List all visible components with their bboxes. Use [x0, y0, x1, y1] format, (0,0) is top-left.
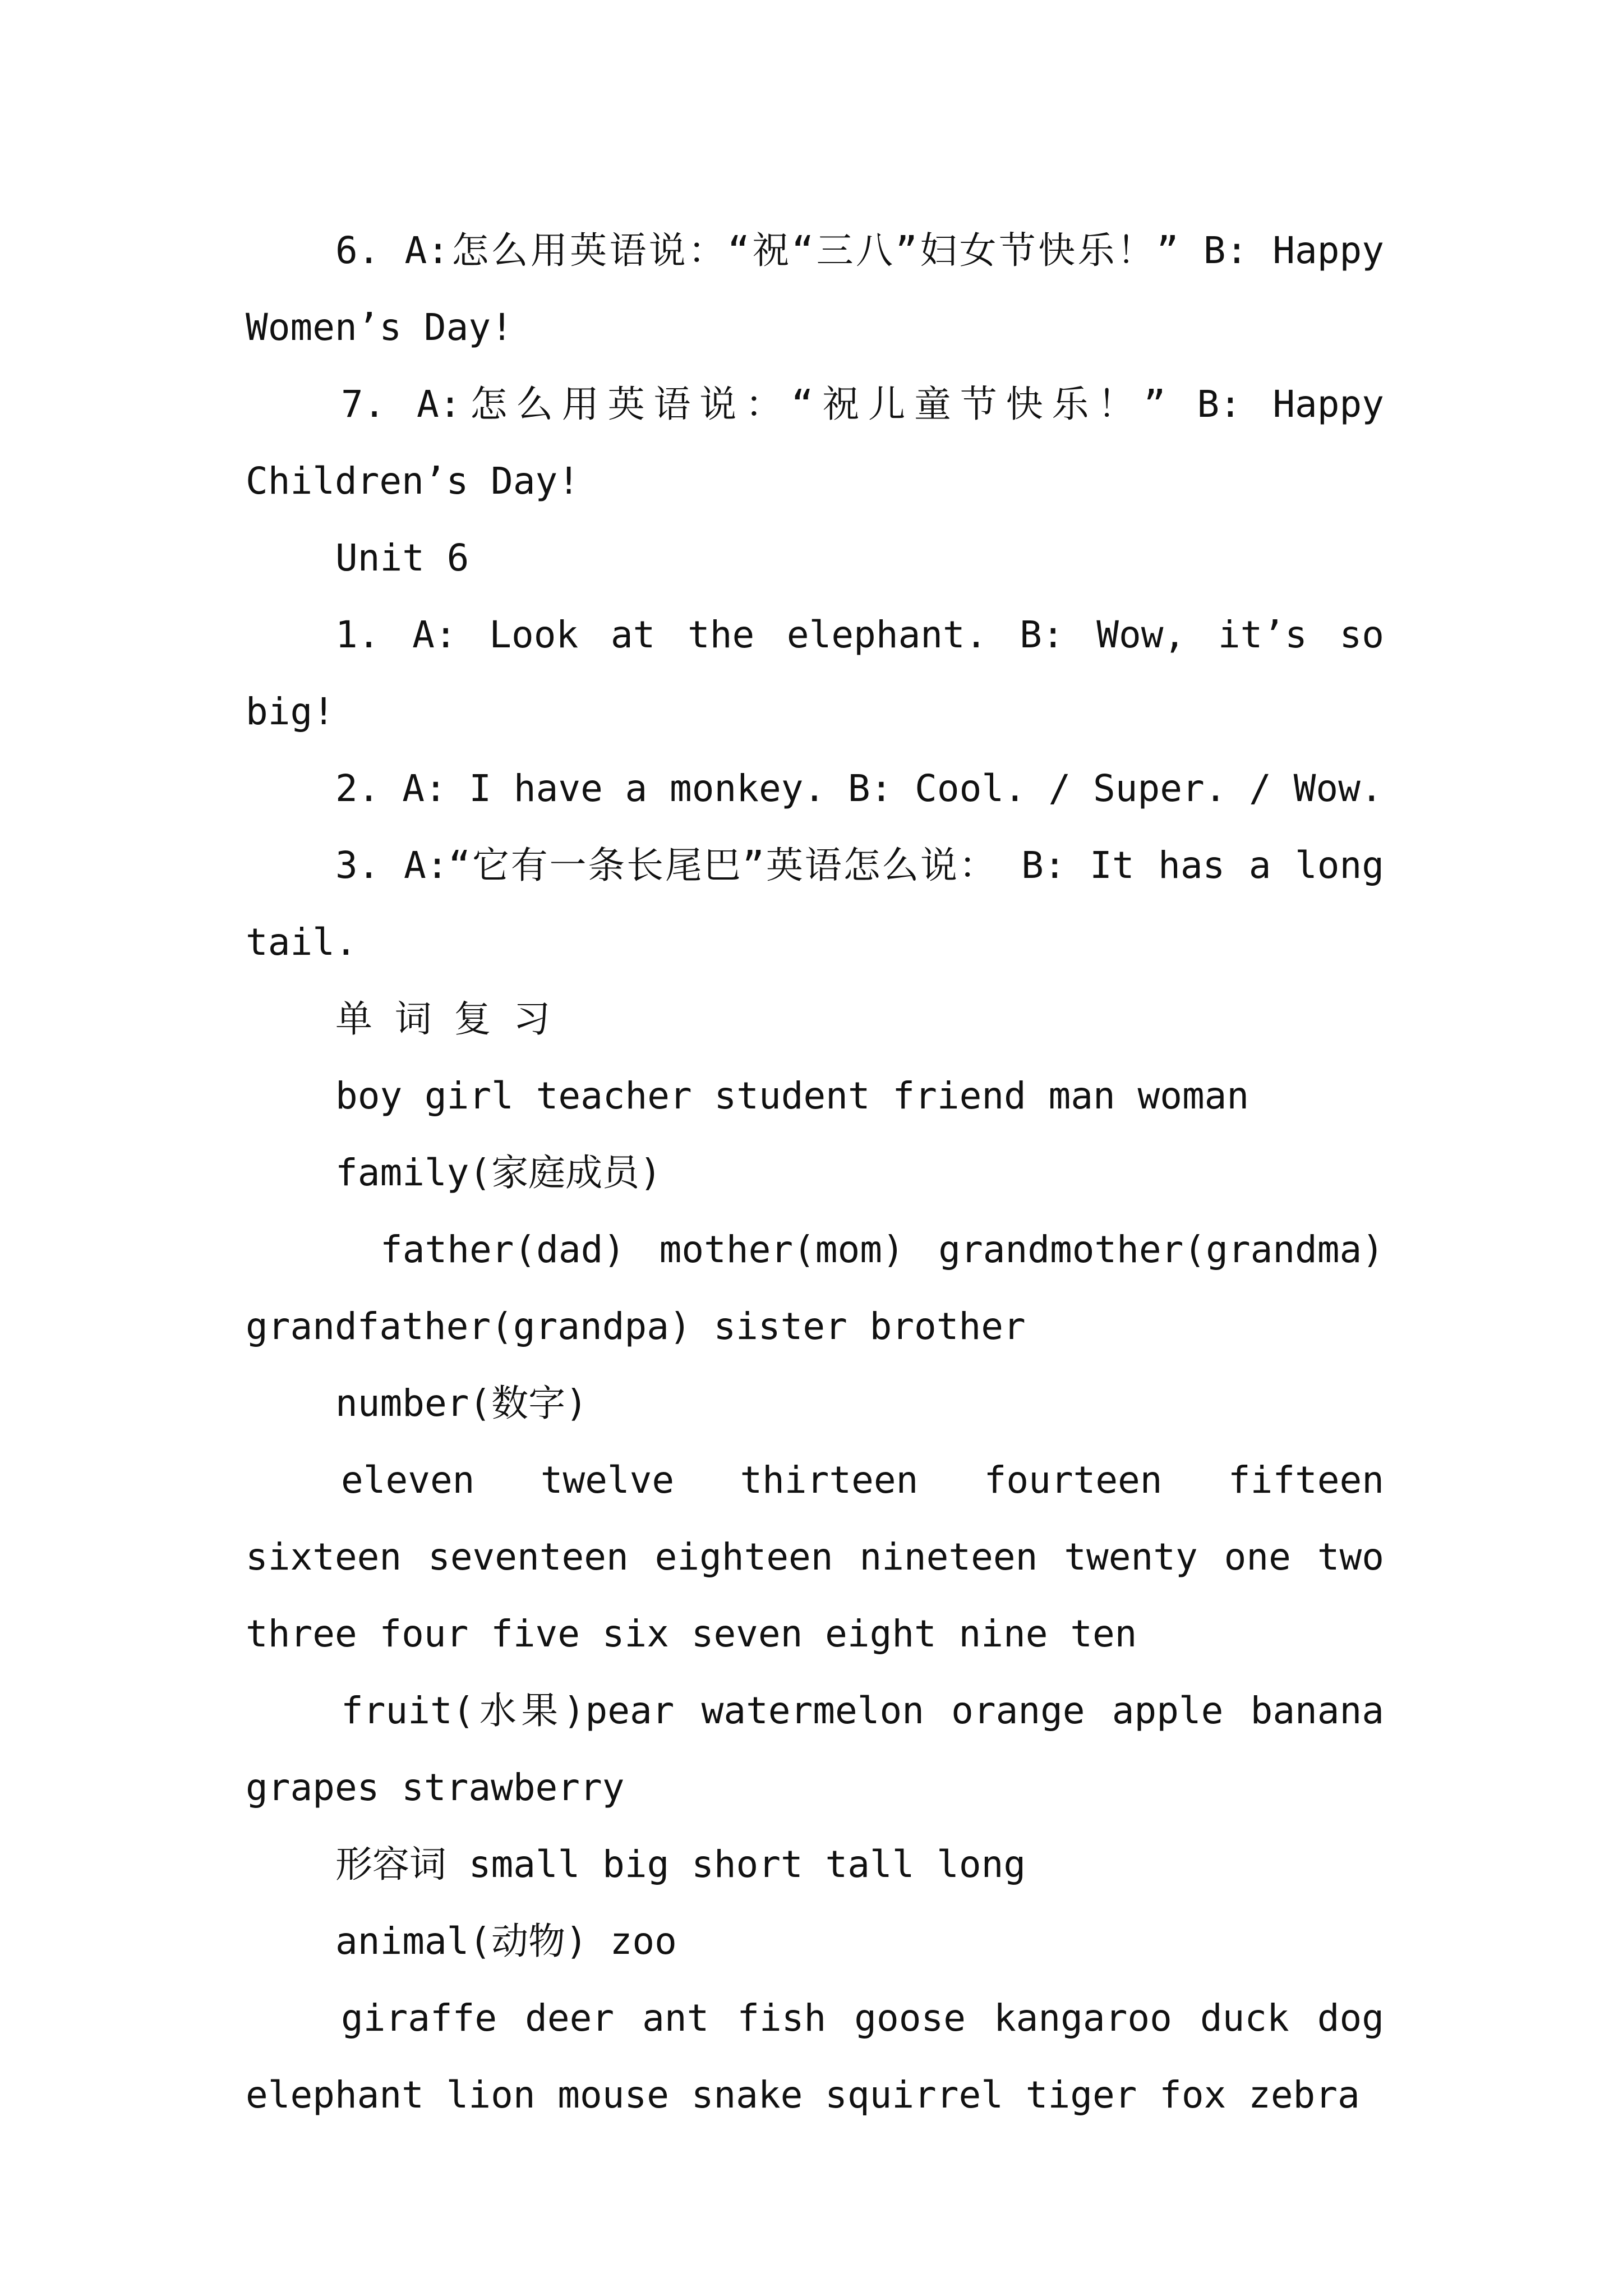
unit-heading: Unit 6	[335, 536, 469, 579]
dialogue-7: 7. A:怎么用英语说：“祝儿童节快乐！” B: Happy Children’s Day!	[246, 383, 1384, 503]
vocab-family-words: father(dad) mother(mom) grandmother(grandma) grandfather(grandpa) sister brother	[246, 1228, 1384, 1348]
unit6-dialogue-3: 3. A:“它有一条长尾巴”英语怎么说： B: It has a long tail.	[246, 844, 1384, 964]
vocab-number-words: eleven twelve thirteen fourteen fifteen sixteen seventeen eighteen nineteen twenty one two three four five six seven eight nine ten	[246, 1458, 1384, 1655]
vocab-animal-words: giraffe deer ant fish goose kangaroo duck dog elephant lion mouse snake squirrel tiger fox zebra	[246, 1996, 1384, 2116]
vocab-people: boy girl teacher student friend man woman	[335, 1074, 1249, 1117]
unit6-dialogue-2: 2. A: I have a monkey. B: Cool. / Super. / Wow.	[335, 767, 1383, 810]
vocabulary-review-heading: 单 词 复 习	[335, 997, 551, 1041]
vocab-number-heading: number(数字)	[335, 1382, 588, 1425]
vocab-adjectives: 形容词 small big short tall long	[335, 1843, 1026, 1886]
vocab-fruit: fruit(水果)pear watermelon orange apple banana grapes strawberry	[246, 1689, 1384, 1809]
vocab-animal-heading: animal(动物) zoo	[335, 1920, 677, 1963]
dialogue-6: 6. A:怎么用英语说：“祝“三八”妇女节快乐！” B: Happy Women’s Day!	[246, 229, 1384, 349]
unit6-dialogue-1: 1. A: Look at the elephant. B: Wow, it’s so big!	[246, 613, 1384, 733]
vocab-family-heading: family(家庭成员)	[335, 1151, 662, 1194]
document-body	[246, 212, 1384, 2133]
